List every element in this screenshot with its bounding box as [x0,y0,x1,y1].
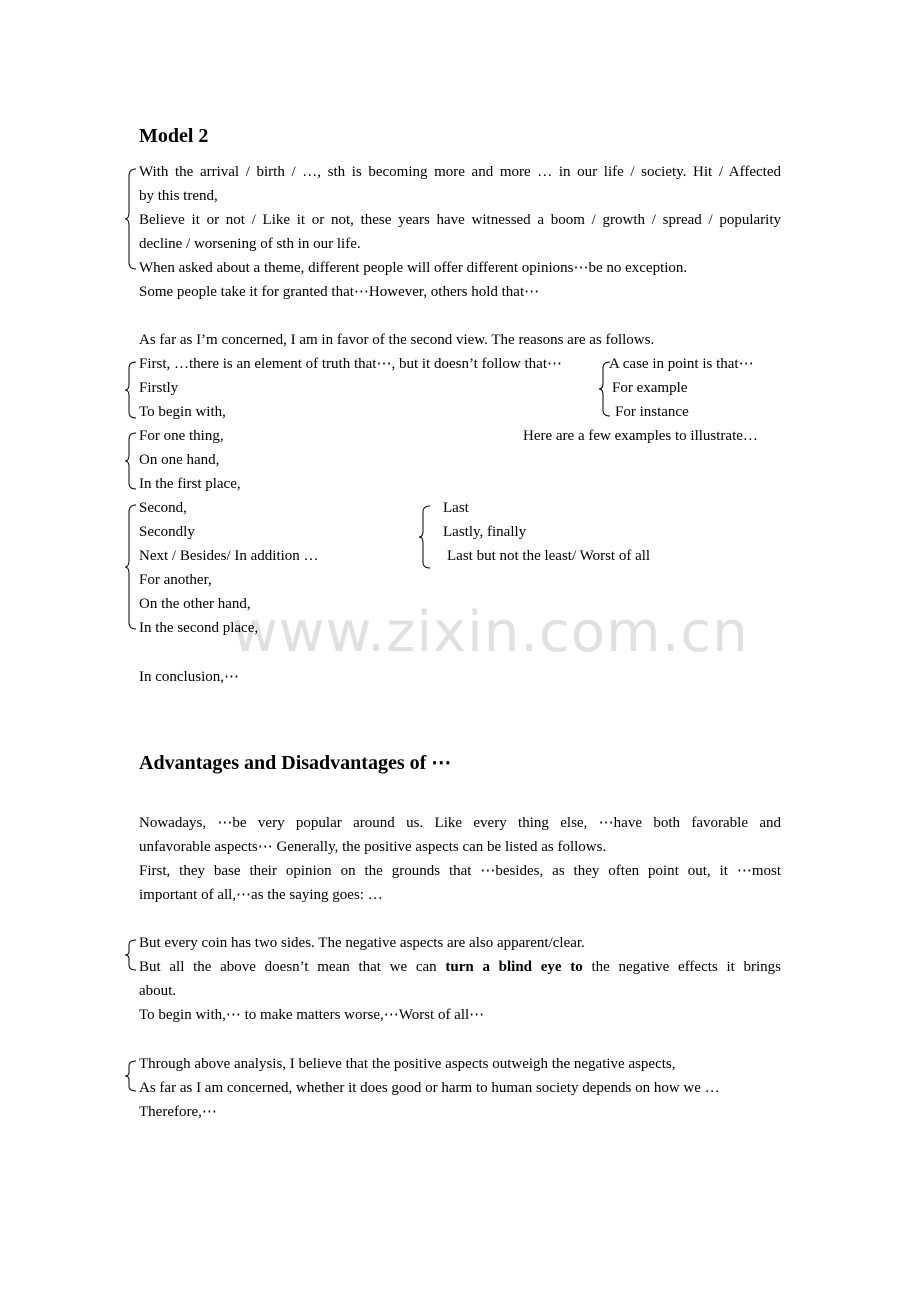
examples-line: Here are a few examples to illustrate… [523,428,758,444]
brace-icon [418,505,432,569]
conclusion-line: In conclusion,⋯ [139,669,239,685]
brace-icon [124,168,138,270]
example-option: A case in point is that⋯ [609,356,754,372]
first-line: First, …there is an element of truth that⋯, but it doesn’t follow that⋯ [139,356,562,372]
brace-icon [124,361,138,419]
adv-p2-line-2 [139,957,781,977]
second-option: On the other hand, [139,596,251,612]
adv-p1-line-3: First, they base their opinion on the grounds that ⋯besides, as they often point out, it ⋯most [139,863,781,879]
brace-icon [124,504,138,630]
brace-icon [124,939,138,971]
adv-p1-line-4: important of all,⋯as the saying goes: … [139,887,383,903]
intro-line-4: decline / worsening of sth in our life. [139,236,361,252]
adv-p3-line-2: As far as I am concerned, whether it does good or harm to human society depends on how we … [139,1080,720,1096]
first-alt: In the first place, [139,476,241,492]
first-alt: On one hand, [139,452,220,468]
adv-p2-line-1: But every coin has two sides. The negative aspects are also apparent/clear. [139,935,585,951]
second-option: Second, [139,500,187,516]
intro-line-6: Some people take it for granted that⋯However, others hold that⋯ [139,284,540,300]
adv-p1-line-1: Nowadays, ⋯be very popular around us. Like every thing else, ⋯have both favorable and [139,815,781,831]
watermark: www.zixin.com.cn [232,600,749,665]
intro-line-5: When asked about a theme, different people will offer different opinions⋯be no exception. [139,260,688,276]
intro-line-1: With the arrival / birth / …, sth is becoming more and more … in our life / society. Hit / Affected [139,164,781,180]
intro-line-2: by this trend, [139,188,218,204]
example-option: For example [612,380,688,396]
adv-p1-line-2: unfavorable aspects⋯ Generally, the positive aspects can be listed as follows. [139,839,607,855]
view-line: As far as I’m concerned, I am in favor of the second view. The reasons are as follows. [139,332,655,348]
brace-icon [124,1060,138,1092]
model-title: Model 2 [139,125,209,147]
first-alt: To begin with, [139,404,226,420]
last-option: Last [443,500,469,516]
adv-p2-line-3: about. [139,983,177,999]
adv-title: Advantages and Disadvantages of ⋯ [139,752,452,774]
adv-p2-text-b: the negative effects it brings [582,959,781,975]
second-option: Secondly [139,524,195,540]
example-option: For instance [615,404,689,420]
adv-p3-line-1: Through above analysis, I believe that the positive aspects outweigh the negative aspects, [139,1056,676,1072]
last-option: Last but not the least/ Worst of all [447,548,651,564]
brace-icon [124,432,138,490]
first-alt: For one thing, [139,428,224,444]
adv-p2-line-4: To begin with,⋯ to make matters worse,⋯Worst of all⋯ [139,1007,485,1023]
second-option: Next / Besides/ In addition … [139,548,319,564]
second-option: For another, [139,572,212,588]
second-option: In the second place, [139,620,259,636]
adv-p3-line-3: Therefore,⋯ [139,1104,217,1120]
adv-p2-bold-phrase: turn a blind eye to [445,959,583,975]
adv-p2-text-a: But all the above doesn’t mean that we can [139,959,446,975]
intro-line-3: Believe it or not / Like it or not, these years have witnessed a boom / growth / spread / popularity [139,212,781,228]
first-alt: Firstly [139,380,179,396]
last-option: Lastly, finally [443,524,527,540]
